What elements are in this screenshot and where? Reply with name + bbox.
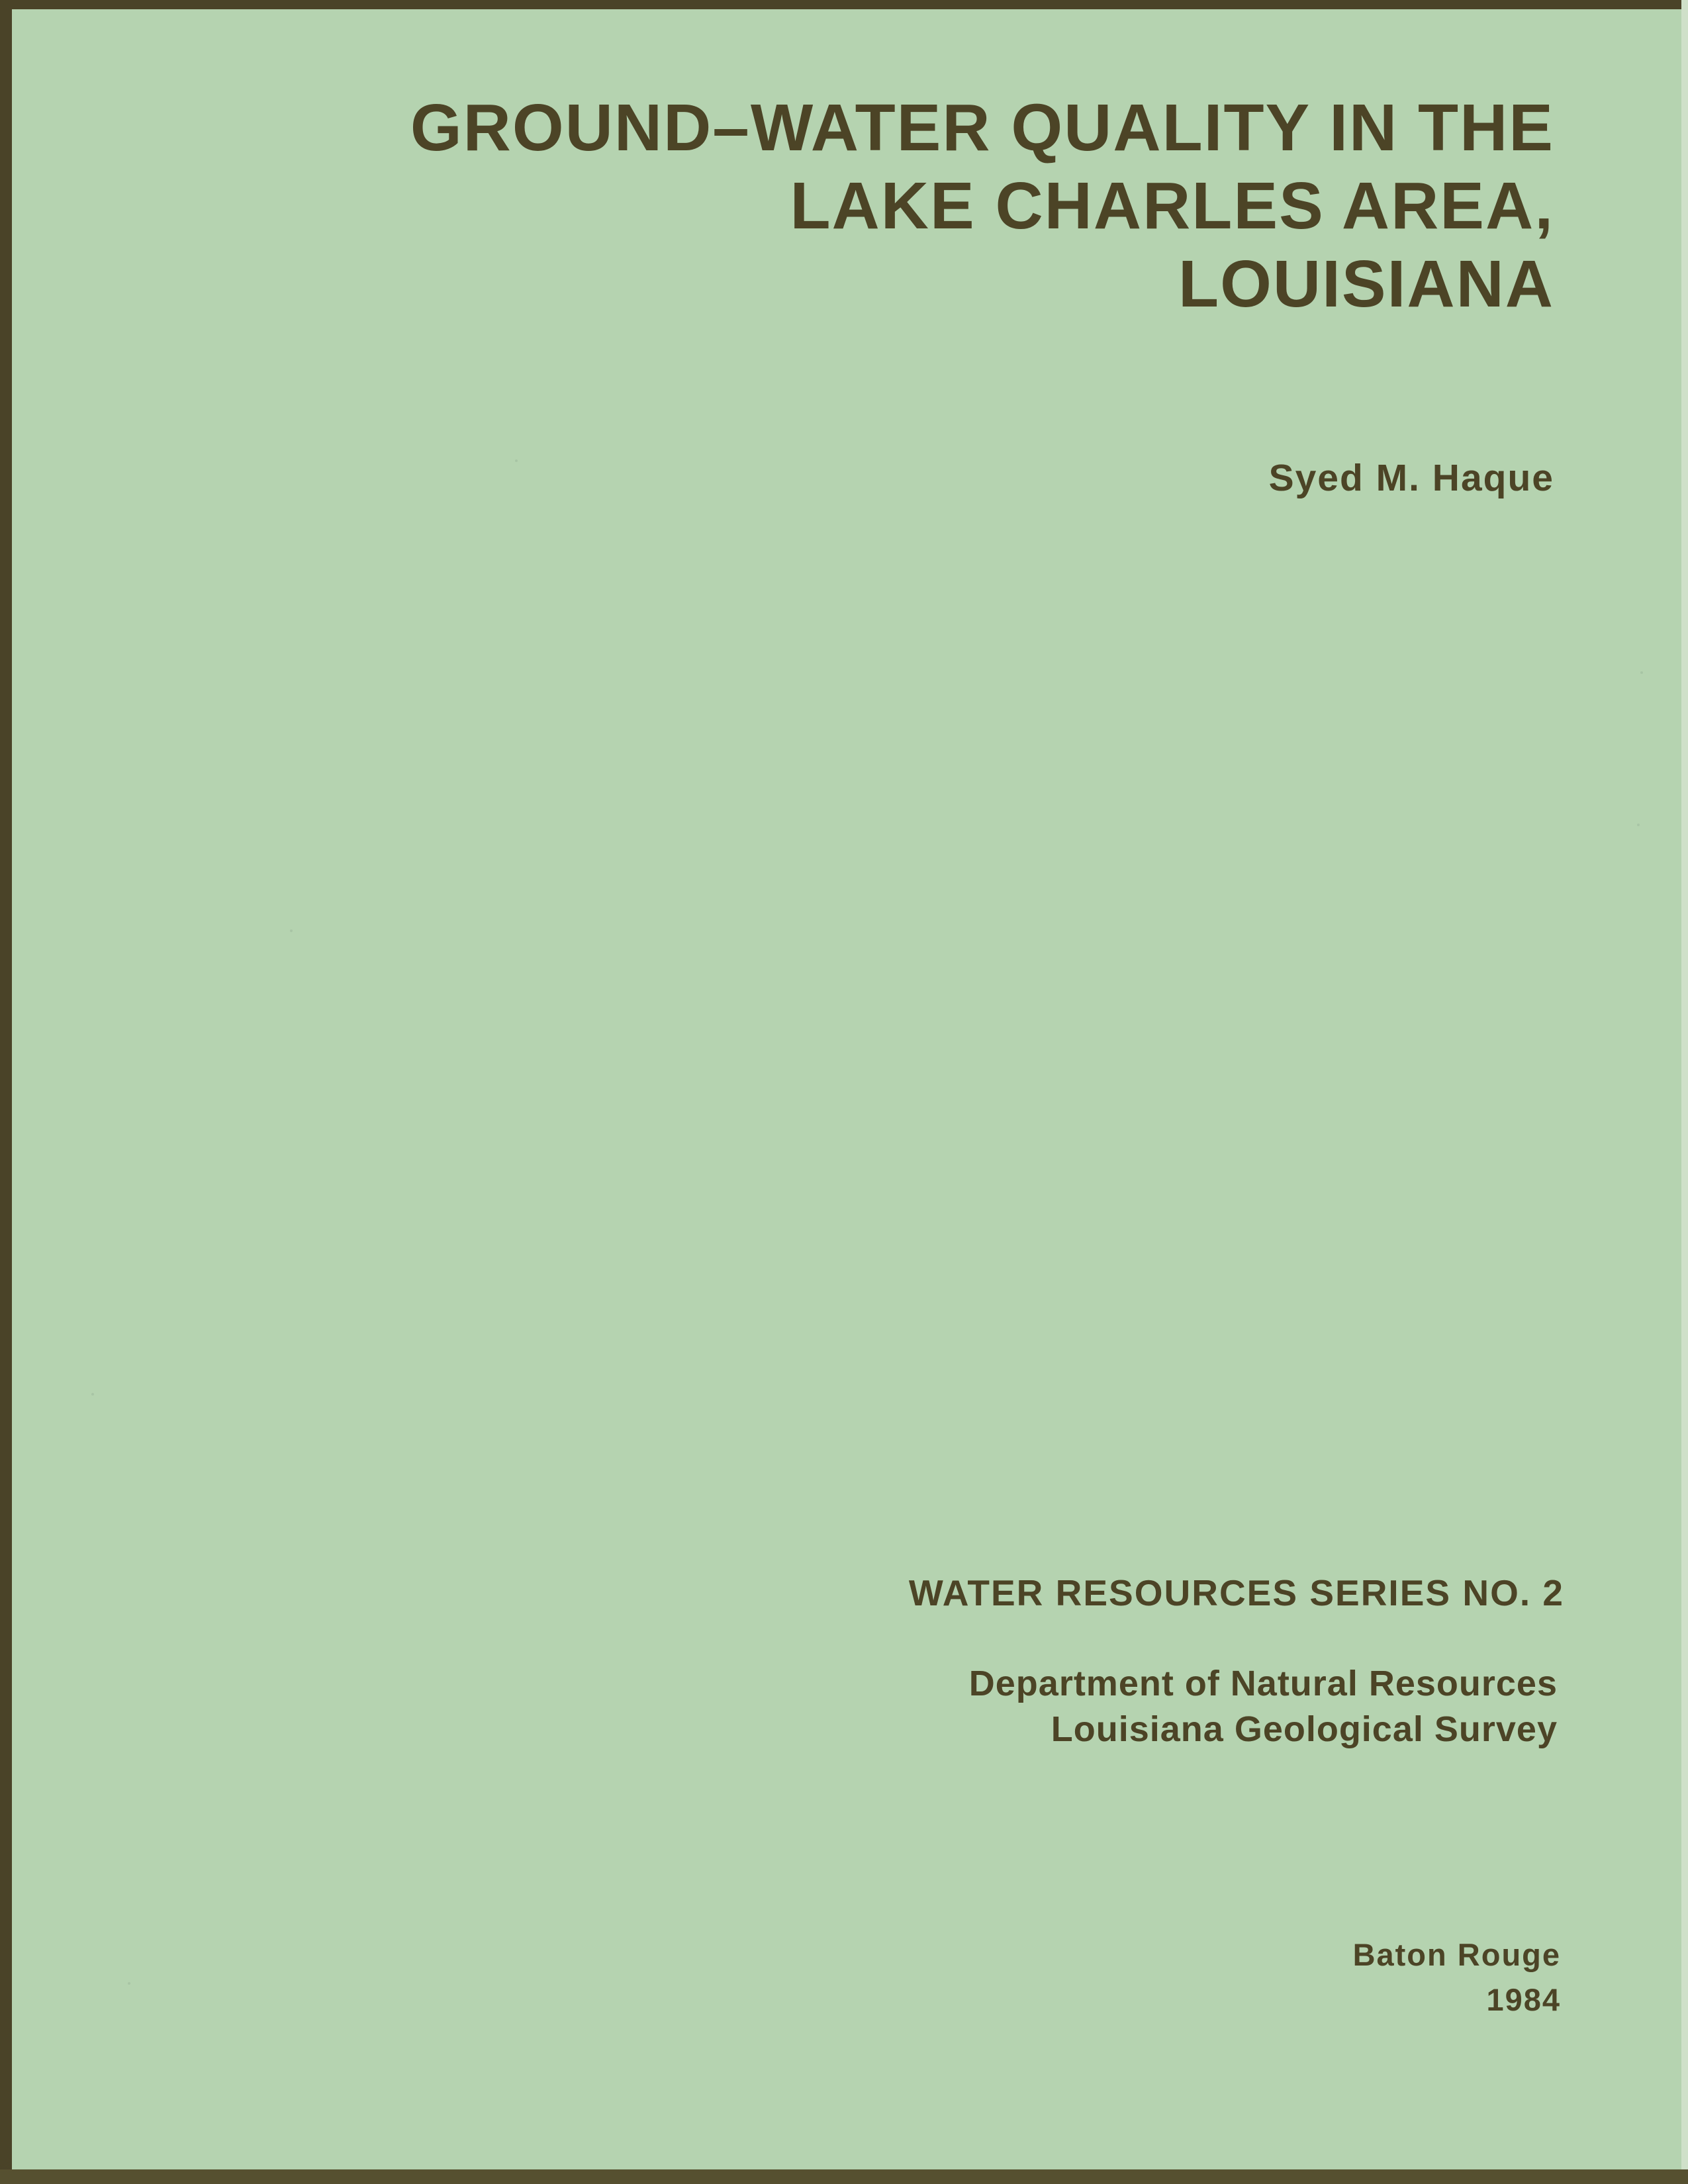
- publisher-block: [12, 1661, 1558, 1752]
- page-edge-top: [0, 0, 1688, 9]
- scan-speck: [91, 1393, 94, 1396]
- author-name: Syed M. Haque: [1268, 457, 1554, 499]
- page-edge-right: [1681, 0, 1688, 2184]
- page-edge-bottom: [0, 2169, 1688, 2184]
- title-line-2: LAKE CHARLES AREA,: [790, 169, 1554, 243]
- imprint-block: [12, 1932, 1561, 2022]
- imprint-city: Baton Rouge: [1352, 1937, 1561, 1972]
- series-label: WATER RESOURCES SERIES NO. 2: [908, 1572, 1564, 1613]
- scan-speck: [515, 459, 518, 462]
- publisher-department: Department of Natural Resources: [968, 1664, 1558, 1703]
- imprint-year: 1984: [1486, 1982, 1561, 2018]
- page-edge-left: [0, 0, 12, 2184]
- publisher-survey: Louisiana Geological Survey: [1051, 1709, 1558, 1750]
- cover-content: [12, 9, 1681, 2169]
- scan-speck: [290, 929, 293, 932]
- title-line-3: LOUISIANA: [1178, 247, 1554, 321]
- scan-speck: [1640, 671, 1643, 674]
- scan-speck: [128, 1982, 130, 1985]
- title-line-1: GROUND–WATER QUALITY IN THE: [410, 91, 1554, 165]
- page-title: [12, 89, 1554, 323]
- scan-speck: [1637, 824, 1640, 826]
